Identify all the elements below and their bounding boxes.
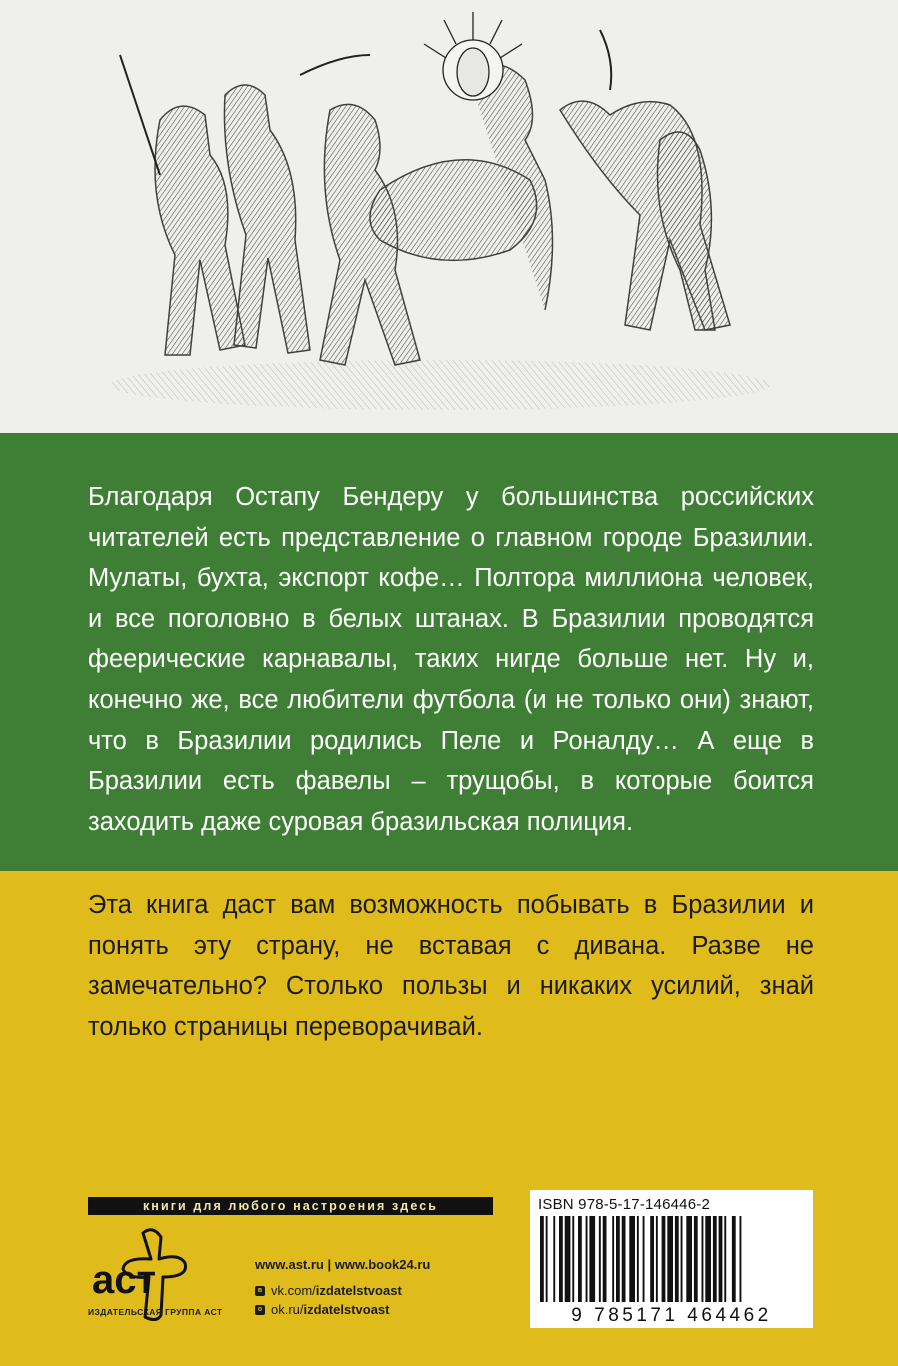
engraving-illustration bbox=[0, 0, 898, 433]
barcode-bar bbox=[656, 1216, 658, 1302]
barcode-bar bbox=[546, 1216, 548, 1302]
barcode-bar bbox=[643, 1216, 645, 1302]
barcode-image bbox=[536, 1216, 807, 1304]
barcode-bar bbox=[559, 1216, 563, 1302]
barcode-bar bbox=[705, 1216, 711, 1302]
barcode-bar bbox=[662, 1216, 666, 1302]
isbn-barcode-box bbox=[530, 1190, 813, 1328]
barcode-bar bbox=[616, 1216, 620, 1302]
barcode-bar bbox=[565, 1216, 571, 1302]
publisher-name: ИЗДАТЕЛЬСКАЯ ГРУППА АСТ bbox=[88, 1307, 223, 1317]
barcode-bar bbox=[686, 1216, 692, 1302]
barcode-bar bbox=[694, 1216, 698, 1302]
barcode-bar bbox=[650, 1216, 654, 1302]
barcode-bar bbox=[578, 1216, 582, 1302]
isbn-number: ISBN 978-5-17-146446-2 bbox=[538, 1196, 711, 1213]
barcode-bar bbox=[719, 1216, 723, 1302]
barcode-bar bbox=[637, 1216, 639, 1302]
barcode-bar bbox=[667, 1216, 673, 1302]
vk-handle: izdatelstvoast bbox=[315, 1283, 402, 1298]
engraving-image bbox=[0, 0, 898, 433]
ok-icon: о bbox=[255, 1305, 265, 1315]
barcode-bar bbox=[675, 1216, 679, 1302]
description-paragraph-1: Благодаря Остапу Бендеру у большинства российских читателей есть представление о главном городе Бразилии. Мулаты, бухта, экспорт кофе… Полтора миллиона человек, и все поголовно в белых штанах. В Бразилии проводятся феерические карнавалы, таких нигде больше нет. Ну и, конечно же, все любители футбола (и не только они) знают, что в Бразилии родились Пеле и Роналду… А еще в Бразилии есть фавелы – трущобы, в которые боится заходить даже суровая бразильская полиция. bbox=[88, 483, 814, 836]
barcode-bar bbox=[629, 1216, 635, 1302]
barcode-bar bbox=[702, 1216, 704, 1302]
ok-link[interactable] bbox=[255, 1302, 390, 1317]
description-paragraph-2: Эта книга даст вам возможность побывать в Бразилии и понять эту страну, не вставая с дивана. Разве не замечательно? Столько пользы и никаких усилий, знай только страницы переворачивай. bbox=[88, 891, 814, 1041]
logo-text: аст bbox=[92, 1258, 157, 1302]
websites-link[interactable]: www.ast.ru | www.book24.ru bbox=[255, 1257, 431, 1272]
barcode-bar bbox=[589, 1216, 595, 1302]
vk-prefix: vk.com/ bbox=[271, 1283, 316, 1298]
barcode-bar bbox=[681, 1216, 683, 1302]
barcode-bar bbox=[586, 1216, 588, 1302]
vk-icon: в bbox=[255, 1286, 265, 1296]
barcode-bar bbox=[540, 1216, 544, 1302]
barcode-bar bbox=[732, 1216, 736, 1302]
barcode-number: 9 785171 464462 bbox=[571, 1305, 772, 1326]
barcode-bar bbox=[713, 1216, 717, 1302]
vk-link[interactable] bbox=[255, 1283, 402, 1298]
barcode-bar bbox=[724, 1216, 726, 1302]
barcode-bar bbox=[740, 1216, 742, 1302]
barcode-bar bbox=[603, 1216, 607, 1302]
tagline-banner: книги для любого настроения здесь bbox=[88, 1197, 493, 1215]
green-description-section bbox=[0, 433, 898, 871]
barcode-bar bbox=[572, 1216, 574, 1302]
barcode-bar bbox=[553, 1216, 555, 1302]
ok-prefix: ok.ru/ bbox=[271, 1302, 304, 1317]
ok-handle: izdatelstvoast bbox=[303, 1302, 390, 1317]
barcode-bar bbox=[622, 1216, 626, 1302]
barcode-bar bbox=[599, 1216, 601, 1302]
barcode-bar bbox=[612, 1216, 614, 1302]
